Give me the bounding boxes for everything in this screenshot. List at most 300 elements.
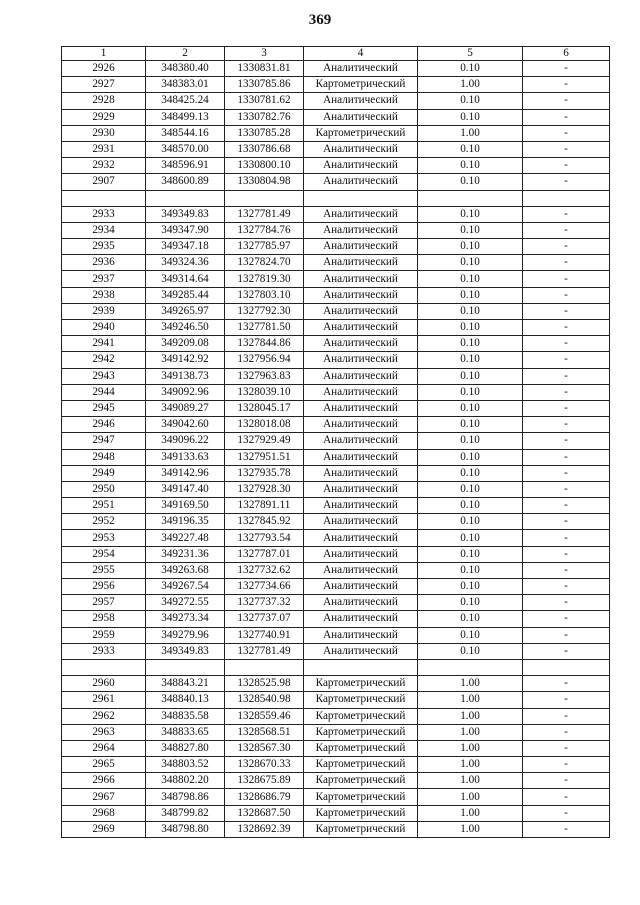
table-cell: 1327963.83 <box>225 368 304 384</box>
table-cell: 349349.83 <box>146 643 225 659</box>
table-cell: 0.10 <box>418 595 523 611</box>
table-cell: 1327824.70 <box>225 255 304 271</box>
table-cell: 0.10 <box>418 400 523 416</box>
table-cell: - <box>523 239 610 255</box>
table-cell: - <box>523 449 610 465</box>
table-cell: 1.00 <box>418 676 523 692</box>
table-cell: 349209.08 <box>146 336 225 352</box>
table-cell: Аналитический <box>304 400 418 416</box>
table-cell: Аналитический <box>304 562 418 578</box>
table-row <box>62 303 610 319</box>
table-cell: - <box>523 757 610 773</box>
table-cell: - <box>523 724 610 740</box>
table-cell: 1327740.91 <box>225 627 304 643</box>
table-cell: Картометрический <box>304 821 418 837</box>
table-cell: 348802.20 <box>146 773 225 789</box>
table-cell: 0.10 <box>418 61 523 77</box>
table-cell: - <box>523 692 610 708</box>
table-cell: 1327929.49 <box>225 433 304 449</box>
empty-cell <box>523 190 610 206</box>
table-cell: 2927 <box>62 77 146 93</box>
table-cell: 1.00 <box>418 77 523 93</box>
table-row <box>62 530 610 546</box>
table-cell: Аналитический <box>304 109 418 125</box>
table-cell: - <box>523 125 610 141</box>
table-cell: - <box>523 773 610 789</box>
table-cell: 1330804.98 <box>225 174 304 190</box>
table-cell: 2933 <box>62 206 146 222</box>
table-cell: - <box>523 821 610 837</box>
table-cell: 0.10 <box>418 239 523 255</box>
table-cell: - <box>523 206 610 222</box>
table-cell: 1328525.98 <box>225 676 304 692</box>
table-row <box>62 368 610 384</box>
table-cell: - <box>523 352 610 368</box>
table-cell: 2958 <box>62 611 146 627</box>
table-cell: 349092.96 <box>146 384 225 400</box>
table-cell: 0.10 <box>418 93 523 109</box>
table-cell: 349263.68 <box>146 562 225 578</box>
table-cell: Аналитический <box>304 465 418 481</box>
table-cell: Аналитический <box>304 514 418 530</box>
column-header: 1 <box>62 47 146 61</box>
table-cell: 1330786.68 <box>225 141 304 157</box>
empty-cell <box>418 659 523 675</box>
table-cell: - <box>523 579 610 595</box>
table-cell: Аналитический <box>304 239 418 255</box>
table-row <box>62 141 610 157</box>
table-row <box>62 465 610 481</box>
table-cell: 1330831.81 <box>225 61 304 77</box>
table-cell: - <box>523 61 610 77</box>
table-cell: Аналитический <box>304 627 418 643</box>
table-cell: 348803.52 <box>146 757 225 773</box>
table-cell: 2941 <box>62 336 146 352</box>
table-cell: 1327793.54 <box>225 530 304 546</box>
table-cell: 0.10 <box>418 109 523 125</box>
table-cell: Аналитический <box>304 61 418 77</box>
table-cell: 2949 <box>62 465 146 481</box>
table-row <box>62 271 610 287</box>
table-cell: 2961 <box>62 692 146 708</box>
coordinates-table <box>61 46 610 838</box>
table-cell: 1.00 <box>418 708 523 724</box>
table-row <box>62 109 610 125</box>
table-cell: - <box>523 433 610 449</box>
table-cell: 349279.96 <box>146 627 225 643</box>
table-row <box>62 77 610 93</box>
table-cell: 1330781.62 <box>225 93 304 109</box>
table-cell: - <box>523 562 610 578</box>
table-cell: 349314.64 <box>146 271 225 287</box>
table-cell: 2964 <box>62 740 146 756</box>
table-cell: - <box>523 546 610 562</box>
table-cell: Картометрический <box>304 773 418 789</box>
table-cell: 0.10 <box>418 465 523 481</box>
table-cell: 1328559.46 <box>225 708 304 724</box>
table-cell: 1328687.50 <box>225 805 304 821</box>
table-cell: - <box>523 789 610 805</box>
table-cell: 2959 <box>62 627 146 643</box>
table-cell: 1327737.07 <box>225 611 304 627</box>
table-row <box>62 239 610 255</box>
table-cell: 1328039.10 <box>225 384 304 400</box>
table-cell: 2954 <box>62 546 146 562</box>
table-cell: 1.00 <box>418 692 523 708</box>
table-cell: 1327951.51 <box>225 449 304 465</box>
table-cell: 2937 <box>62 271 146 287</box>
table-cell: Картометрический <box>304 692 418 708</box>
table-cell: 349347.90 <box>146 222 225 238</box>
table-cell: Картометрический <box>304 724 418 740</box>
table-row <box>62 579 610 595</box>
table-cell: 2936 <box>62 255 146 271</box>
table-row <box>62 498 610 514</box>
empty-cell <box>304 190 418 206</box>
table-cell: 1328540.98 <box>225 692 304 708</box>
table-cell: 349349.83 <box>146 206 225 222</box>
table-cell: 348544.16 <box>146 125 225 141</box>
table-cell: 0.10 <box>418 336 523 352</box>
table-cell: 2933 <box>62 643 146 659</box>
table-row <box>62 125 610 141</box>
table-cell: 0.10 <box>418 627 523 643</box>
table-cell: 1330785.28 <box>225 125 304 141</box>
table-cell: 1327784.76 <box>225 222 304 238</box>
table-cell: 2931 <box>62 141 146 157</box>
table-cell: 0.10 <box>418 303 523 319</box>
empty-cell <box>146 190 225 206</box>
table-cell: 0.10 <box>418 368 523 384</box>
table-cell: 349138.73 <box>146 368 225 384</box>
table-cell: 1330800.10 <box>225 158 304 174</box>
table-cell: Аналитический <box>304 579 418 595</box>
table-cell: 1.00 <box>418 757 523 773</box>
table-cell: - <box>523 141 610 157</box>
table-cell: 2955 <box>62 562 146 578</box>
page-number: 369 <box>308 12 332 28</box>
table-cell: 2946 <box>62 417 146 433</box>
table-cell: 1327781.50 <box>225 320 304 336</box>
table-row <box>62 449 610 465</box>
table-cell: Аналитический <box>304 417 418 433</box>
table-cell: 0.10 <box>418 514 523 530</box>
table-cell: 1327891.11 <box>225 498 304 514</box>
table-row <box>62 692 610 708</box>
table-cell: Картометрический <box>304 789 418 805</box>
table-cell: 1328568.51 <box>225 724 304 740</box>
column-header: 6 <box>523 47 610 61</box>
table-cell: 2968 <box>62 805 146 821</box>
table-cell: - <box>523 109 610 125</box>
table-row <box>62 255 610 271</box>
table-cell: - <box>523 384 610 400</box>
table-cell: 0.10 <box>418 530 523 546</box>
table-row <box>62 757 610 773</box>
table-cell: 1.00 <box>418 125 523 141</box>
table-row <box>62 222 610 238</box>
table-cell: Аналитический <box>304 530 418 546</box>
table-cell: 349042.60 <box>146 417 225 433</box>
table-cell: 2963 <box>62 724 146 740</box>
table-cell: 0.10 <box>418 481 523 497</box>
table-cell: 2945 <box>62 400 146 416</box>
table-row <box>62 352 610 368</box>
table-row <box>62 320 610 336</box>
table-cell: Аналитический <box>304 303 418 319</box>
table-cell: 2967 <box>62 789 146 805</box>
table-cell: 1328692.39 <box>225 821 304 837</box>
table-cell: Аналитический <box>304 336 418 352</box>
table-cell: - <box>523 530 610 546</box>
group-separator-row <box>62 659 610 675</box>
table-cell: 1327781.49 <box>225 206 304 222</box>
table-cell: Картометрический <box>304 805 418 821</box>
table-cell: Аналитический <box>304 271 418 287</box>
table-row <box>62 61 610 77</box>
table-row <box>62 514 610 530</box>
table-row <box>62 481 610 497</box>
table-cell: Картометрический <box>304 676 418 692</box>
table-cell: 0.10 <box>418 174 523 190</box>
table-cell: 349196.35 <box>146 514 225 530</box>
table-cell: 1327737.32 <box>225 595 304 611</box>
empty-cell <box>418 190 523 206</box>
table-cell: 2948 <box>62 449 146 465</box>
table-cell: - <box>523 77 610 93</box>
column-header: 2 <box>146 47 225 61</box>
table-cell: 2926 <box>62 61 146 77</box>
table-cell: Аналитический <box>304 158 418 174</box>
table-cell: 2932 <box>62 158 146 174</box>
table-cell: 2935 <box>62 239 146 255</box>
table-cell: - <box>523 93 610 109</box>
table-cell: - <box>523 271 610 287</box>
table-cell: Аналитический <box>304 206 418 222</box>
table-cell: 349265.97 <box>146 303 225 319</box>
table-cell: - <box>523 287 610 303</box>
table-row <box>62 158 610 174</box>
table-cell: 2940 <box>62 320 146 336</box>
table-row <box>62 384 610 400</box>
table-row <box>62 611 610 627</box>
table-cell: 2943 <box>62 368 146 384</box>
table-cell: 1328567.30 <box>225 740 304 756</box>
table-cell: 2951 <box>62 498 146 514</box>
table-cell: Аналитический <box>304 141 418 157</box>
table-cell: Аналитический <box>304 546 418 562</box>
table-cell: - <box>523 740 610 756</box>
table-row <box>62 336 610 352</box>
table-cell: - <box>523 643 610 659</box>
table-cell: 1.00 <box>418 773 523 789</box>
table-cell: 2962 <box>62 708 146 724</box>
table-cell: 2928 <box>62 93 146 109</box>
table-cell: 0.10 <box>418 498 523 514</box>
table-cell: 0.10 <box>418 158 523 174</box>
table-cell: 349347.18 <box>146 239 225 255</box>
table-cell: 349246.50 <box>146 320 225 336</box>
table-cell: Аналитический <box>304 643 418 659</box>
table-cell: 0.10 <box>418 417 523 433</box>
table-cell: - <box>523 805 610 821</box>
table-cell: 0.10 <box>418 579 523 595</box>
table-cell: - <box>523 174 610 190</box>
column-header: 3 <box>225 47 304 61</box>
table-cell: 2939 <box>62 303 146 319</box>
table-cell: 348570.00 <box>146 141 225 157</box>
table-cell: 1327935.78 <box>225 465 304 481</box>
table-row <box>62 595 610 611</box>
table-cell: 2956 <box>62 579 146 595</box>
table-cell: 1.00 <box>418 789 523 805</box>
table-cell: 2934 <box>62 222 146 238</box>
table-cell: 0.10 <box>418 384 523 400</box>
table-row <box>62 174 610 190</box>
empty-cell <box>304 659 418 675</box>
empty-cell <box>146 659 225 675</box>
table-cell: 349272.55 <box>146 595 225 611</box>
column-header: 4 <box>304 47 418 61</box>
table-cell: Аналитический <box>304 352 418 368</box>
table-cell: 0.10 <box>418 449 523 465</box>
table-cell: 1327732.62 <box>225 562 304 578</box>
table-cell: - <box>523 400 610 416</box>
table-row <box>62 789 610 805</box>
column-header: 5 <box>418 47 523 61</box>
table-cell: 1327781.49 <box>225 643 304 659</box>
table-row <box>62 627 610 643</box>
table-cell: 348798.80 <box>146 821 225 837</box>
table-cell: 349231.36 <box>146 546 225 562</box>
table-cell: 1.00 <box>418 821 523 837</box>
table-header-row <box>62 47 610 61</box>
table-cell: - <box>523 611 610 627</box>
table-row <box>62 643 610 659</box>
table-cell: Картометрический <box>304 740 418 756</box>
table-cell: 0.10 <box>418 643 523 659</box>
table-cell: Аналитический <box>304 384 418 400</box>
table-cell: 1327785.97 <box>225 239 304 255</box>
table-cell: Картометрический <box>304 77 418 93</box>
table-cell: - <box>523 627 610 643</box>
table-cell: Аналитический <box>304 368 418 384</box>
table-row <box>62 206 610 222</box>
table-cell: 2947 <box>62 433 146 449</box>
table-cell: 348798.86 <box>146 789 225 805</box>
table-cell: 1327792.30 <box>225 303 304 319</box>
table-cell: 348425.24 <box>146 93 225 109</box>
table-cell: - <box>523 222 610 238</box>
table-cell: 349267.54 <box>146 579 225 595</box>
table-cell: - <box>523 417 610 433</box>
table-cell: 1327956.94 <box>225 352 304 368</box>
table-body <box>62 61 610 838</box>
table-cell: - <box>523 676 610 692</box>
table-cell: 348840.13 <box>146 692 225 708</box>
table-cell: Аналитический <box>304 287 418 303</box>
table-cell: Аналитический <box>304 449 418 465</box>
table-cell: 0.10 <box>418 611 523 627</box>
table-cell: - <box>523 255 610 271</box>
table-row <box>62 773 610 789</box>
empty-cell <box>225 659 304 675</box>
table-cell: 0.10 <box>418 287 523 303</box>
table-cell: 349142.96 <box>146 465 225 481</box>
table-cell: 0.10 <box>418 255 523 271</box>
table-cell: 0.10 <box>418 141 523 157</box>
table-cell: - <box>523 481 610 497</box>
table-cell: - <box>523 158 610 174</box>
table-cell: 348383.01 <box>146 77 225 93</box>
table-cell: 1327928.30 <box>225 481 304 497</box>
table-cell: Картометрический <box>304 125 418 141</box>
table-cell: 1.00 <box>418 805 523 821</box>
table-cell: 349089.27 <box>146 400 225 416</box>
table-cell: 349285.44 <box>146 287 225 303</box>
table-cell: 348380.40 <box>146 61 225 77</box>
table-cell: - <box>523 465 610 481</box>
table-row <box>62 433 610 449</box>
table-cell: 0.10 <box>418 433 523 449</box>
table-cell: 349133.63 <box>146 449 225 465</box>
table-cell: 0.10 <box>418 222 523 238</box>
table-cell: Аналитический <box>304 222 418 238</box>
table-row <box>62 676 610 692</box>
table-row <box>62 724 610 740</box>
table-cell: 2965 <box>62 757 146 773</box>
table-cell: 1.00 <box>418 740 523 756</box>
table-cell: 348596.91 <box>146 158 225 174</box>
table-cell: 1328675.89 <box>225 773 304 789</box>
table-row <box>62 821 610 837</box>
empty-cell <box>62 659 146 675</box>
table-cell: 1330782.76 <box>225 109 304 125</box>
table-cell: 349147.40 <box>146 481 225 497</box>
table-cell: Аналитический <box>304 611 418 627</box>
table-cell: 348843.21 <box>146 676 225 692</box>
table-cell: - <box>523 368 610 384</box>
table-cell: Аналитический <box>304 481 418 497</box>
table-cell: 348833.65 <box>146 724 225 740</box>
table-cell: 349096.22 <box>146 433 225 449</box>
table-cell: 1328686.79 <box>225 789 304 805</box>
table-cell: 1330785.86 <box>225 77 304 93</box>
table-row <box>62 287 610 303</box>
table-cell: 1327844.86 <box>225 336 304 352</box>
table-cell: - <box>523 498 610 514</box>
table-cell: 348835.58 <box>146 708 225 724</box>
table-cell: 349227.48 <box>146 530 225 546</box>
table-cell: Аналитический <box>304 498 418 514</box>
table-cell: 1328018.08 <box>225 417 304 433</box>
table-cell: 2929 <box>62 109 146 125</box>
table-row <box>62 546 610 562</box>
table-cell: 2960 <box>62 676 146 692</box>
table-cell: 2950 <box>62 481 146 497</box>
table-row <box>62 562 610 578</box>
table-cell: - <box>523 303 610 319</box>
table-cell: Аналитический <box>304 255 418 271</box>
table-cell: - <box>523 595 610 611</box>
table-cell: 1328045.17 <box>225 400 304 416</box>
table-cell: 2966 <box>62 773 146 789</box>
table-row <box>62 740 610 756</box>
table-cell: 1327734.66 <box>225 579 304 595</box>
table-cell: 349169.50 <box>146 498 225 514</box>
empty-cell <box>62 190 146 206</box>
table-cell: 2953 <box>62 530 146 546</box>
